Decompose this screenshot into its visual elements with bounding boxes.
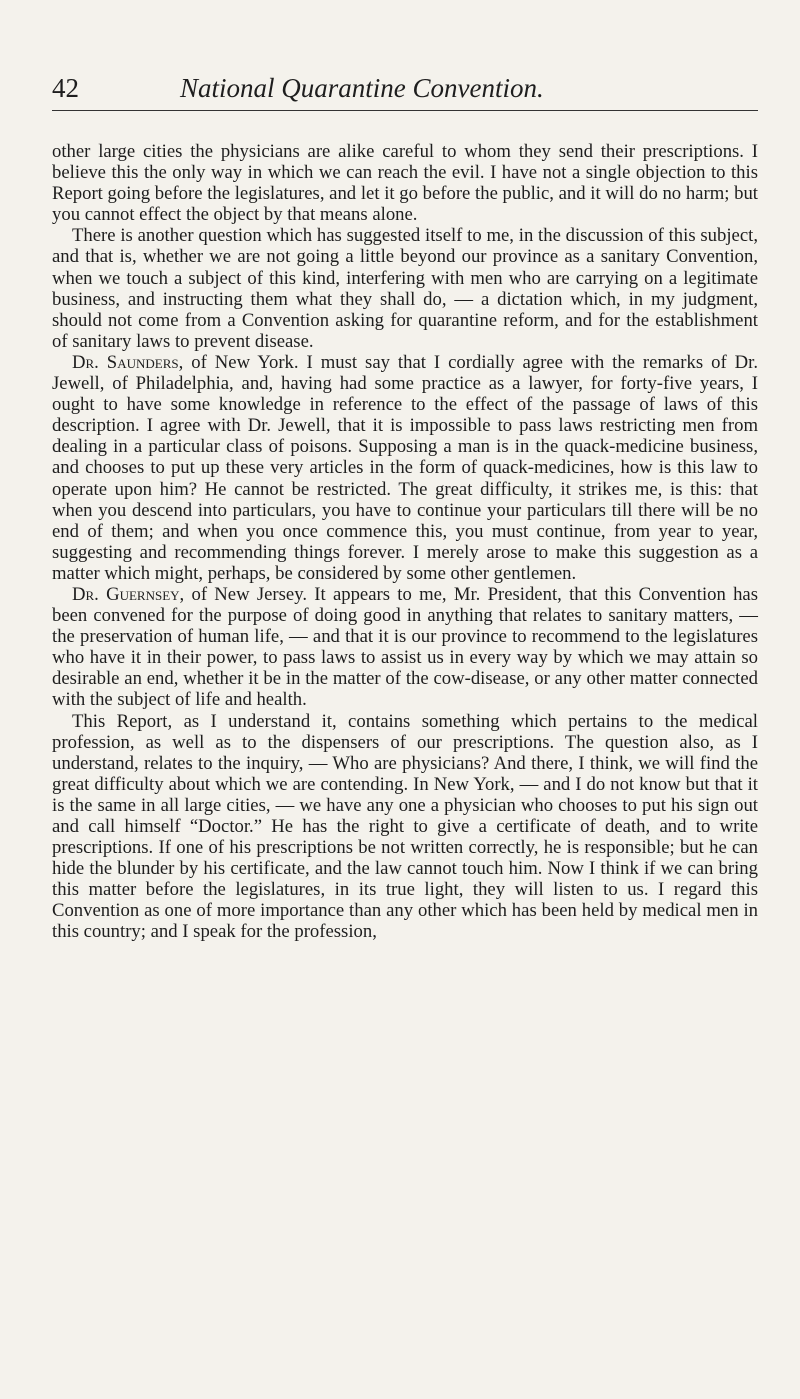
running-title: National Quarantine Convention. [180, 73, 544, 103]
speaker-name: Dr. Guernsey [72, 583, 180, 605]
speaker-name: Dr. Saunders [72, 351, 179, 373]
paragraph [52, 352, 758, 584]
paragraph [52, 711, 758, 943]
page-header [52, 70, 758, 111]
paragraph-text: , of New York. I must say that I cordially agree with the remarks of Dr. Jewell, of Philadelphia, and, having had some practice as a lawyer, for forty-five years, I ought to have some knowledge in reference to the effect of the passage of laws of this description. I agree with Dr. Jewell, that it is impossible to pass laws restricting men from dealing in a particular class of poisons. Supposing a man is in the quack-medicine business, and chooses to put up these very articles in the form of quack-medicines, how is this law to operate upon him? He cannot be restricted. The great difficulty, it strikes me, is this: that when you descend into particulars, you have to continue your particulars till there will be no end of them; and when you once commence this, you must continue, from year to year, suggesting and recommending things forever. I merely arose to make this suggestion as a matter which might, perhaps, be considered by some other gentlemen. [52, 351, 758, 584]
paragraph [52, 584, 758, 711]
body-text [52, 141, 758, 943]
paragraph-text: other large cities the physicians are alike careful to whom they send their prescriptions. I believe this the only way in which we can reach the evil. I have not a single objection to this Report going before the legislatures, and let it go before the public, and it will do no harm; but you cannot effect the object by that means alone. [52, 141, 758, 226]
paragraph [52, 141, 758, 225]
paragraph-text: , of New Jersey. It appears to me, Mr. President, that this Convention has been convened for the purpose of doing good in anything that relates to sanitary matters, — the preservation of human life, — and that it is our province to recommend to the legislatures who have it in their power, to pass laws to assist us in every way by which we may attain so desirable an end, whether it be in the matter of the cow-disease, or any other matter connected with the subject of life and health. [52, 583, 758, 711]
paragraph-text: There is another question which has suggested itself to me, in the discussion of this subject, and that is, whether we are not going a little beyond our province as a sanitary Convention, when we touch a subject of this kind, interfering with men who are carrying on a legitimate business, and instructing them what they shall do, — a dictation which, in my judgment, should not come from a Convention asking for quarantine reform, and for the establishment of sanitary laws to prevent disease. [52, 225, 758, 352]
page-number: 42 [52, 73, 79, 103]
paragraph-text: This Report, as I understand it, contains something which pertains to the medical profession, as well as to the dispensers of our prescriptions. The question also, as I understand, relates to the inquiry, — Who are physicians? And there, I think, we will find the great difficulty about which we are contending. In New York, — and I do not know but that it is the same in all large cities, — we have any one a physician who chooses to put his sign out and call himself “Doctor.” He has the right to give a certificate of death, and to write prescriptions. If one of his prescriptions be not written correctly, he is responsible; but he can hide the blunder by his certificate, and the law cannot touch him. Now I think if we can bring this matter before the legislatures, in its true light, they will listen to us. I regard this Convention as one of more importance than any other which has been held by medical men in this country; and I speak for the profession, [52, 710, 758, 943]
page [52, 70, 758, 943]
paragraph [52, 225, 758, 352]
